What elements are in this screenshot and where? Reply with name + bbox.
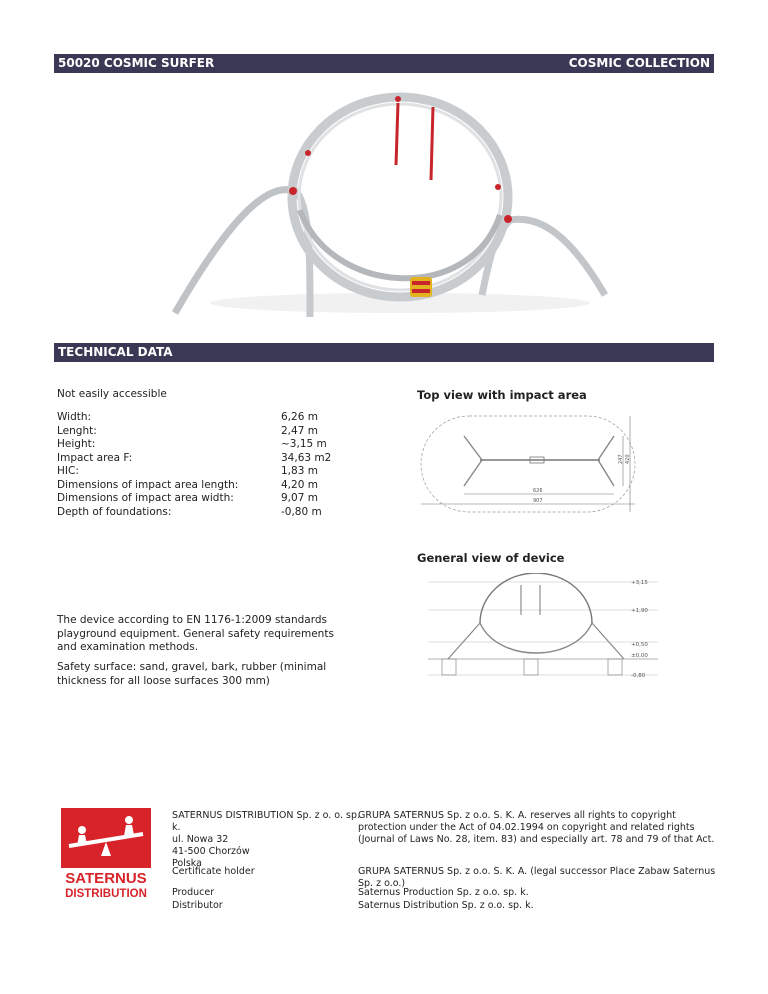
level-5: -0,80: [631, 673, 646, 679]
distributor-label: Distributor: [172, 900, 223, 911]
logo-word-saternus: SATERNUS: [65, 870, 147, 887]
spec-value: 9,07 m: [281, 492, 318, 504]
top-dim-inner: 626: [533, 488, 543, 494]
certificate-value: GRUPA SATERNUS Sp. z o.o. S. K. A. (legal successor Place Zabaw Saternus Sp. z o.o.): [358, 866, 716, 889]
standard-text: The device according to EN 1176-1:2009 standards playground equipment. General safety requirements and examination methods.: [57, 614, 334, 653]
producer-label: Producer: [172, 887, 215, 898]
spec-value: 4,20 m: [281, 478, 318, 491]
specs-list: [57, 411, 357, 519]
spec-label: Dimensions of impact area width:: [57, 492, 234, 504]
spec-value: 1,83 m: [281, 465, 318, 477]
level-4: ±0,00: [631, 653, 648, 659]
spec-value: ~3,15 m: [281, 438, 327, 450]
spec-value: 34,63 m2: [281, 451, 332, 464]
top-dim-outer: 907: [533, 498, 543, 504]
spec-value: -0,80 m: [281, 505, 322, 518]
spec-row: [57, 506, 357, 520]
collection-name: COSMIC COLLECTION: [568, 56, 710, 70]
spec-row: [57, 492, 357, 506]
saternus-logo: [55, 808, 157, 916]
spec-row: [57, 465, 357, 479]
accessibility-note: Not easily accessible: [57, 388, 167, 400]
product-image: [150, 85, 620, 325]
top-view-drawing: [418, 412, 643, 516]
level-1: +3,15: [631, 580, 648, 586]
producer-value: Saternus Production Sp. z o.o. sp. k.: [358, 887, 529, 898]
general-view-drawing: [428, 573, 658, 683]
copyright-text: GRUPA SATERNUS Sp. z o.o. S. K. A. reserves all rights to copyright protection under the Act of 04.02.1994 on copyright and related rights (Journal of Laws No. 28, item. 83) and especially art. 78 and 79 of that Act.: [358, 810, 715, 845]
level-3: +0,50: [631, 642, 648, 648]
distributor-value: Saternus Distribution Sp. z o.o. sp. k.: [358, 900, 534, 911]
spec-label: HIC:: [57, 465, 79, 477]
technical-data-title: TECHNICAL DATA: [58, 345, 173, 359]
spec-label: Impact area F:: [57, 451, 133, 464]
spec-label: Lenght:: [57, 424, 97, 437]
company-address: [172, 810, 362, 870]
company-country: Polska: [172, 858, 202, 869]
spec-value: 2,47 m: [281, 424, 318, 437]
top-dim-v1: 247: [618, 454, 624, 464]
general-view-title: General view of device: [417, 551, 565, 565]
spec-label: Depth of foundations:: [57, 505, 172, 518]
spec-value: 6,26 m: [281, 411, 318, 423]
certificate-label: Certificate holder: [172, 866, 255, 877]
product-header-bar: [54, 54, 714, 73]
spec-row: [57, 438, 357, 452]
top-view-title: Top view with impact area: [417, 388, 587, 402]
spec-row: [57, 452, 357, 466]
safety-surface-text: Safety surface: sand, gravel, bark, rubber (minimal thickness for all loose surfaces 300 mm): [57, 661, 327, 687]
level-2: +1,90: [631, 608, 648, 614]
spec-label: Dimensions of impact area length:: [57, 478, 239, 491]
top-dim-v2: 420: [625, 454, 631, 464]
technical-data-bar: [54, 343, 714, 362]
spec-label: Height:: [57, 438, 96, 450]
spec-row: [57, 479, 357, 493]
spec-row: [57, 425, 357, 439]
spec-label: Width:: [57, 411, 92, 423]
company-city: 41-500 Chorzów: [172, 846, 250, 857]
company-street: ul. Nowa 32: [172, 834, 229, 845]
spec-row: [57, 411, 357, 425]
logo-word-distribution: DISTRIBUTION: [65, 888, 147, 900]
product-title: 50020 COSMIC SURFER: [58, 56, 215, 70]
company-name: SATERNUS DISTRIBUTION Sp. z o. o. sp. k.: [172, 810, 360, 833]
